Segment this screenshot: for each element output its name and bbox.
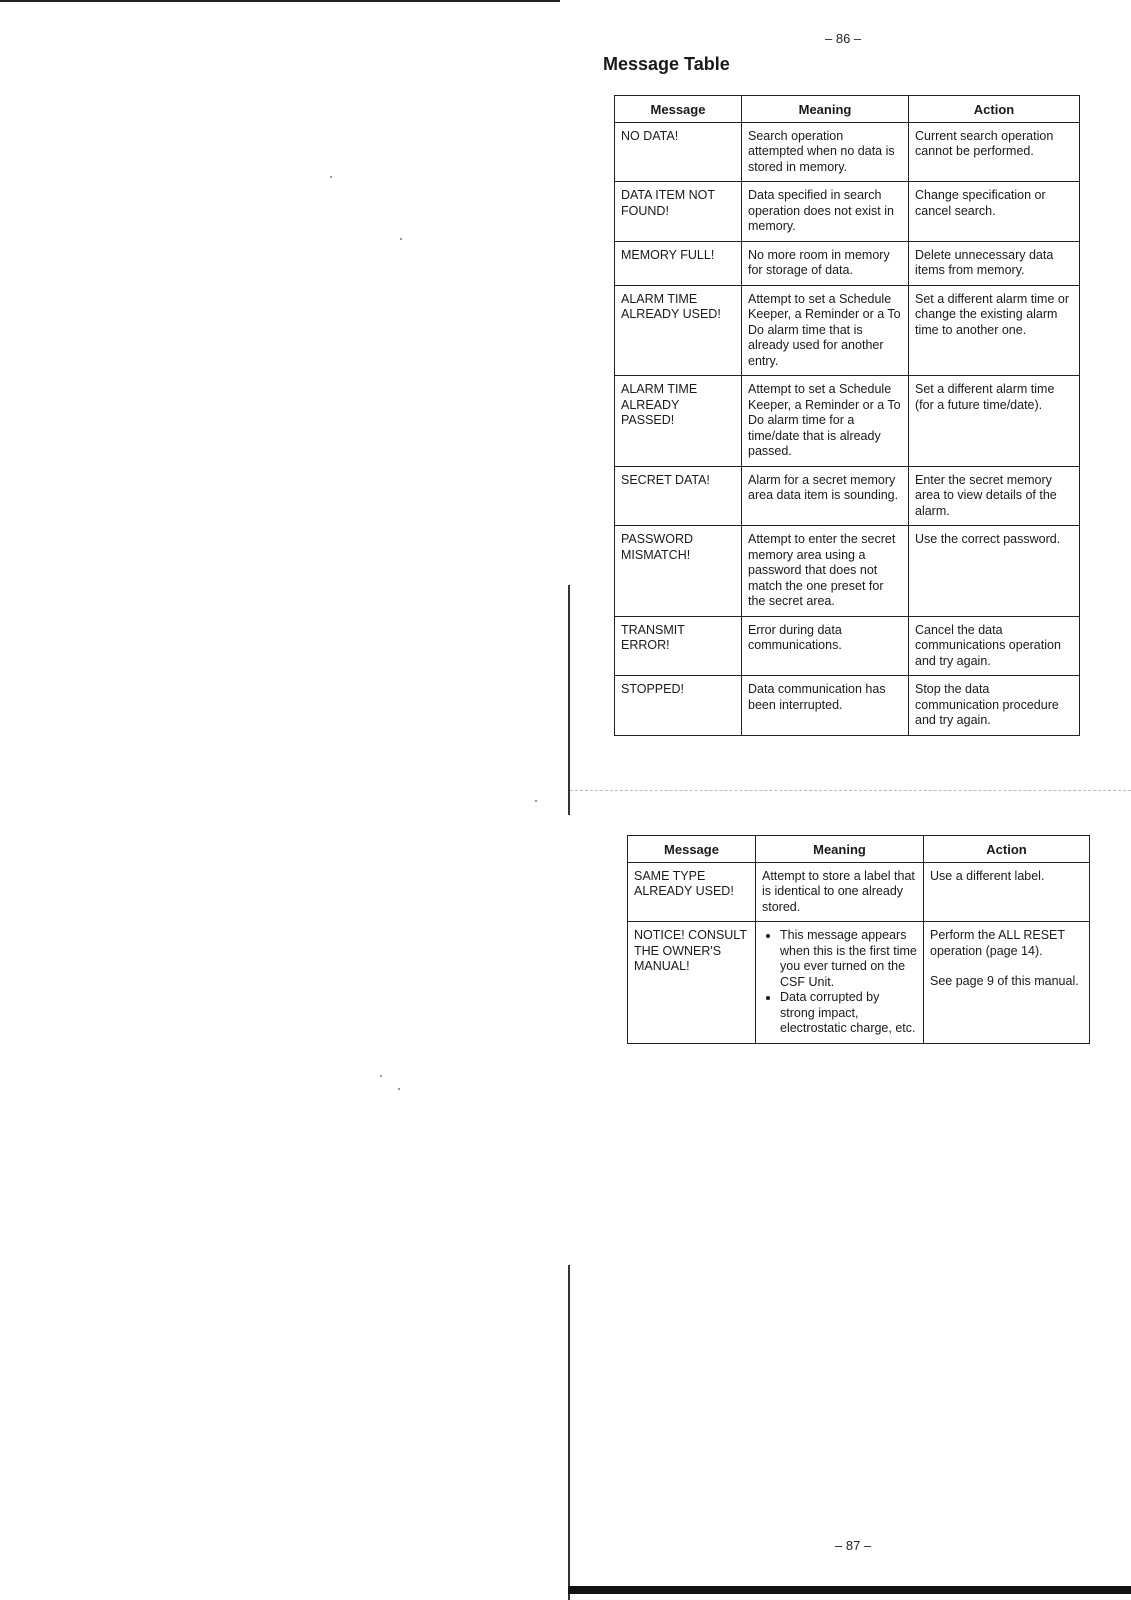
- header-meaning: Meaning: [756, 836, 924, 863]
- table-row: [615, 466, 1080, 526]
- page-number-bottom: – 87 –: [835, 1538, 872, 1553]
- table-row: [615, 526, 1080, 617]
- table-row: [615, 241, 1080, 285]
- action-cell: Cancel the data communications operation and try again.: [909, 616, 1080, 676]
- meaning-cell: No more room in memory for storage of data.: [742, 241, 909, 285]
- message-cell: STOPPED!: [615, 676, 742, 736]
- table-row: [615, 376, 1080, 467]
- action-cell: Current search operation cannot be performed.: [909, 122, 1080, 182]
- message-cell: MEMORY FULL!: [615, 241, 742, 285]
- table-row: [628, 922, 1090, 1044]
- fold-line: [568, 585, 570, 815]
- page-number-top: – 86 –: [825, 31, 862, 46]
- meaning-cell: Attempt to store a label that is identical to one already stored.: [756, 862, 924, 922]
- table-row: [615, 676, 1080, 736]
- meaning-cell: Attempt to set a Schedule Keeper, a Reminder or a To Do alarm time that is already used for another entry.: [742, 285, 909, 376]
- scan-speck: [380, 1075, 382, 1077]
- action-cell: Delete unnecessary data items from memory.: [909, 241, 1080, 285]
- message-cell: ALARM TIME ALREADY USED!: [615, 285, 742, 376]
- meaning-cell: Data communication has been interrupted.: [742, 676, 909, 736]
- action-cell: Use the correct password.: [909, 526, 1080, 617]
- action-cell: Stop the data communication procedure and try again.: [909, 676, 1080, 736]
- message-table: [614, 95, 1080, 736]
- message-cell: NOTICE! CONSULT THE OWNER'S MANUAL!: [628, 922, 756, 1044]
- meaning-cell: Data specified in search operation does not exist in memory.: [742, 182, 909, 242]
- message-cell: ALARM TIME ALREADY PASSED!: [615, 376, 742, 467]
- spacer: [930, 959, 1083, 974]
- table-row: [615, 285, 1080, 376]
- table-header-row: [628, 836, 1090, 863]
- action-text: See page 9 of this manual.: [930, 974, 1079, 988]
- table-row: [615, 122, 1080, 182]
- message-table-continued: [627, 835, 1090, 1044]
- header-action: Action: [924, 836, 1090, 863]
- meaning-cell: [756, 922, 924, 1044]
- header-message: Message: [615, 96, 742, 123]
- list-item: • Data corrupted by strong impact, electrostatic charge, etc.: [780, 990, 917, 1037]
- message-cell: PASSWORD MISMATCH!: [615, 526, 742, 617]
- header-meaning: Meaning: [742, 96, 909, 123]
- top-rule: [0, 0, 560, 2]
- meaning-cell: Search operation attempted when no data is stored in memory.: [742, 122, 909, 182]
- meaning-cell: Attempt to enter the secret memory area using a password that does not match the one preset for the secret area.: [742, 526, 909, 617]
- message-cell: SAME TYPE ALREADY USED!: [628, 862, 756, 922]
- fold-line: [568, 1265, 570, 1600]
- table-row: [615, 182, 1080, 242]
- table-header-row: [615, 96, 1080, 123]
- action-cell: Change specification or cancel search.: [909, 182, 1080, 242]
- scan-speck: [535, 800, 537, 802]
- bottom-rule: [568, 1586, 1131, 1594]
- message-cell: TRANSMIT ERROR!: [615, 616, 742, 676]
- page-title: Message Table: [603, 54, 730, 74]
- action-cell: Set a different alarm time or change the existing alarm time to another one.: [909, 285, 1080, 376]
- action-cell: [924, 922, 1090, 1044]
- list-item: • This message appears when this is the first time you ever turned on the CSF Unit.: [780, 928, 917, 990]
- dashed-divider: [570, 790, 1131, 791]
- meaning-cell: Alarm for a secret memory area data item is sounding.: [742, 466, 909, 526]
- scan-speck: [398, 1088, 400, 1090]
- action-text: Perform the ALL RESET operation (page 14).: [930, 928, 1065, 958]
- scan-speck: [330, 176, 332, 178]
- scan-speck: [400, 238, 402, 240]
- header-action: Action: [909, 96, 1080, 123]
- action-cell: Use a different label.: [924, 862, 1090, 922]
- meaning-cell: Error during data communications.: [742, 616, 909, 676]
- meaning-cell: Attempt to set a Schedule Keeper, a Reminder or a To Do alarm time for a time/date that is already passed.: [742, 376, 909, 467]
- meaning-bullet-list: [762, 928, 917, 1037]
- action-cell: Enter the secret memory area to view details of the alarm.: [909, 466, 1080, 526]
- message-cell: DATA ITEM NOT FOUND!: [615, 182, 742, 242]
- message-cell: SECRET DATA!: [615, 466, 742, 526]
- message-cell: NO DATA!: [615, 122, 742, 182]
- header-message: Message: [628, 836, 756, 863]
- table-row: [615, 616, 1080, 676]
- action-cell: Set a different alarm time (for a future time/date).: [909, 376, 1080, 467]
- table-row: [628, 862, 1090, 922]
